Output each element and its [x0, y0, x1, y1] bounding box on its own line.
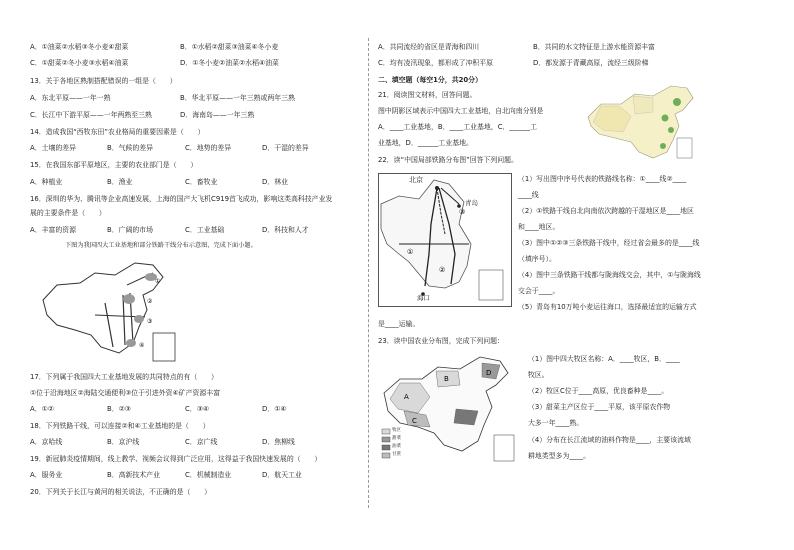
q22-line10: 是____运输。 [378, 320, 420, 328]
q18-stem: 18．下列铁路干线，可以连接②和④工业基地的是（ ） [30, 422, 210, 430]
china-shaded-map [583, 82, 696, 162]
q20-option-d: D．都发源于青藏高原，流经三级阶梯 [533, 59, 649, 67]
q20-option-c: C．均有凌汛现象，都形成了冲积平原 [378, 59, 494, 67]
q14-option-a: A．土壤的差异 [30, 144, 77, 152]
q18-option-a: A．京哈线 [30, 438, 63, 446]
svg-text:C: C [412, 417, 417, 425]
svg-text:③: ③ [147, 318, 153, 325]
railway-distribution-map [378, 173, 512, 307]
legend-pasture: 牧区 [392, 428, 401, 433]
agriculture-distribution-map [378, 353, 518, 465]
q19-option-a: A．服务业 [30, 471, 63, 479]
q23-line1: （1）图中四大牧区名称：A．____牧区，B．____ [528, 355, 680, 363]
industrial-base-railway-map [35, 255, 185, 365]
q19-stem: 19．新冠肺炎疫情期间，线上教学、视频会议得到广泛应用，这得益于我国快速发展的（ ） [30, 455, 322, 463]
q20-option-a: A．共同流经的省区是青海和四川 [378, 43, 480, 51]
industrial-base-map [583, 82, 696, 162]
q13-option-d: D．海南岛——一年三熟 [180, 111, 255, 119]
q23-line4: （3）甜菜主产区位于____平原，该平原农作物 [528, 403, 671, 411]
q16-stem-line1: 16．深圳的华为、腾讯等企业高速发展，上海的国产大飞机C919首飞成功，影响这类高科技产业发 [30, 195, 333, 203]
legend-sugarcane: 甘蔗 [392, 452, 401, 457]
q14-option-d: D．干湿的差异 [262, 144, 309, 152]
q17-stem: 17．下列属于我国四大工业基地发展的共同特点的有（ ） [30, 373, 218, 381]
svg-text:②: ② [439, 266, 446, 274]
china-outline-figure [35, 255, 185, 365]
q22-line1: （1）写出图中序号代表的铁路线名称：①____线②____ [518, 175, 687, 183]
svg-text:②: ② [147, 298, 153, 305]
q22-line6: （填序号）。 [518, 255, 556, 263]
legend-rapeseed: 油菜 [392, 444, 401, 449]
map-label-beijing: 北京 [409, 176, 423, 184]
q23-line5: 大多一年____熟。 [528, 419, 584, 427]
q16-option-c: C．工业基础 [185, 226, 225, 234]
q22-line3: （2）①铁路干线自北向南依次跨越的干湿地区是____地区 [518, 207, 694, 215]
q14-option-c: C．地势的差异 [185, 144, 232, 152]
q17-option-d: D．①④ [262, 405, 287, 413]
q21-stem: 21．阅读图文材料，回答问题。 [378, 91, 477, 99]
q22-stem: 22．读“中国局部铁路分布图”回答下列问题。 [378, 156, 518, 164]
q17-option-c: C．③④ [185, 405, 210, 413]
svg-text:④: ④ [139, 342, 145, 349]
q17-statements: ①位于沿海地区②海陆交通便利③位于引进外资④矿产资源丰富 [30, 389, 221, 397]
q20-stem: 20．下列关于长江与黄河的相关说法，不正确的是（ ） [30, 488, 212, 496]
q22-line2: ____线 [518, 191, 539, 199]
q18-option-b: B．京沪线 [107, 438, 140, 446]
map-label-haikou: 海口 [417, 294, 430, 302]
column-divider [368, 38, 369, 508]
q20-option-b: B．共同的水文特征是上游水能资源丰富 [533, 43, 655, 51]
q15-option-b: B．渔业 [107, 178, 133, 186]
q21-line2: A．____工业基地，B．____工业基地，C．______工 [378, 123, 537, 131]
q17-option-a: A．①② [30, 405, 54, 413]
q15-option-d: D．林业 [262, 178, 288, 186]
q15-option-a: A．种植业 [30, 178, 63, 186]
q16-option-a: A．丰富的资源 [30, 226, 77, 234]
svg-text:③: ③ [459, 208, 466, 216]
q18-option-d: D．焦柳线 [262, 438, 295, 446]
svg-text:①: ① [155, 278, 161, 285]
q22-line7: （4）图中三条铁路干线都与陇海线交会，其中，①与陇海线 [518, 271, 701, 279]
q23-line6: （4）分布在长江流域的油料作物是____，主要该流域 [528, 436, 691, 444]
q22-line8: 交会于____。 [518, 287, 560, 295]
q12-option-c: C．①甜菜②冬小麦③水稻④油菜 [30, 59, 129, 67]
svg-text:①: ① [407, 248, 414, 256]
q12-option-b: B．①水稻②甜菜③油菜④冬小麦 [180, 43, 279, 51]
q15-option-c: C．畜牧业 [185, 178, 218, 186]
svg-text:B: B [444, 375, 449, 383]
q23-stem: 23．读中国农业分布图，完成下列问题： [378, 337, 504, 345]
q14-stem: 14．造成我国“西牧东田”农业格局的重要因素是（ ） [30, 128, 205, 136]
railway-map-figure [379, 174, 511, 306]
q12-option-d: D．①冬小麦②油菜②水稻④油菜 [180, 59, 279, 67]
q14-option-b: B．气候的差异 [107, 144, 154, 152]
q19-option-c: C．机械制造业 [185, 471, 232, 479]
q22-line5: （3）图中①②③三条铁路干线中，经过省会最多的是____线 [518, 239, 700, 247]
q16-option-d: D．科技和人才 [262, 226, 309, 234]
q13-option-b: B．华北平原——一年三熟或两年三熟 [180, 94, 295, 102]
q16-stem-line2: 展的主要条件是（ ） [30, 209, 106, 217]
q21-line3: 业基地，D．______工业基地。 [378, 139, 473, 147]
svg-text:D: D [486, 369, 492, 377]
q16-option-b: B．广阔的市场 [107, 226, 154, 234]
q19-option-b: B．高新技术产业 [107, 471, 160, 479]
legend-sugar-beet: 甜菜 [392, 436, 401, 441]
q21-line1: 图中阴影区域表示中国四大工业基地，自北向南分别是 [378, 107, 544, 115]
q18-option-c: C．京广线 [185, 438, 218, 446]
q23-line7: 耕地类型多为____。 [528, 452, 591, 460]
q17-option-b: B．②③ [107, 405, 131, 413]
q22-line4: 和____地区。 [518, 223, 560, 231]
q13-stem: 13．关于各地区熟制搭配错误的一组是（ ） [30, 77, 177, 85]
map-label-qingdao: 青岛 [465, 199, 478, 207]
svg-text:A: A [404, 393, 409, 401]
q19-option-d: D．航天工业 [262, 471, 302, 479]
map-caption: 下图为我国四大工业基地和部分铁路干线分布示意图，完成下面小题。 [65, 242, 257, 249]
q15-stem: 15．在我国东部平原地区，主要的农业部门是（ ） [30, 161, 198, 169]
section-fill-in-title: 二、填空题（每空1分，共20分） [378, 76, 482, 84]
q13-option-a: A．东北平原——一年一熟 [30, 94, 111, 102]
q13-option-c: C．长江中下游平原——一年两熟至三熟 [30, 111, 152, 119]
q23-line2: 牧区。 [528, 371, 549, 379]
q23-line3: （2）牧区C位于____高原，优良畜种是____。 [528, 387, 669, 395]
q22-line9: （5）青岛有10万吨小麦运往海口，选择最适宜的运输方式 [518, 303, 697, 311]
q12-option-a: A．①油菜②水稻③冬小麦④甜菜 [30, 43, 129, 51]
